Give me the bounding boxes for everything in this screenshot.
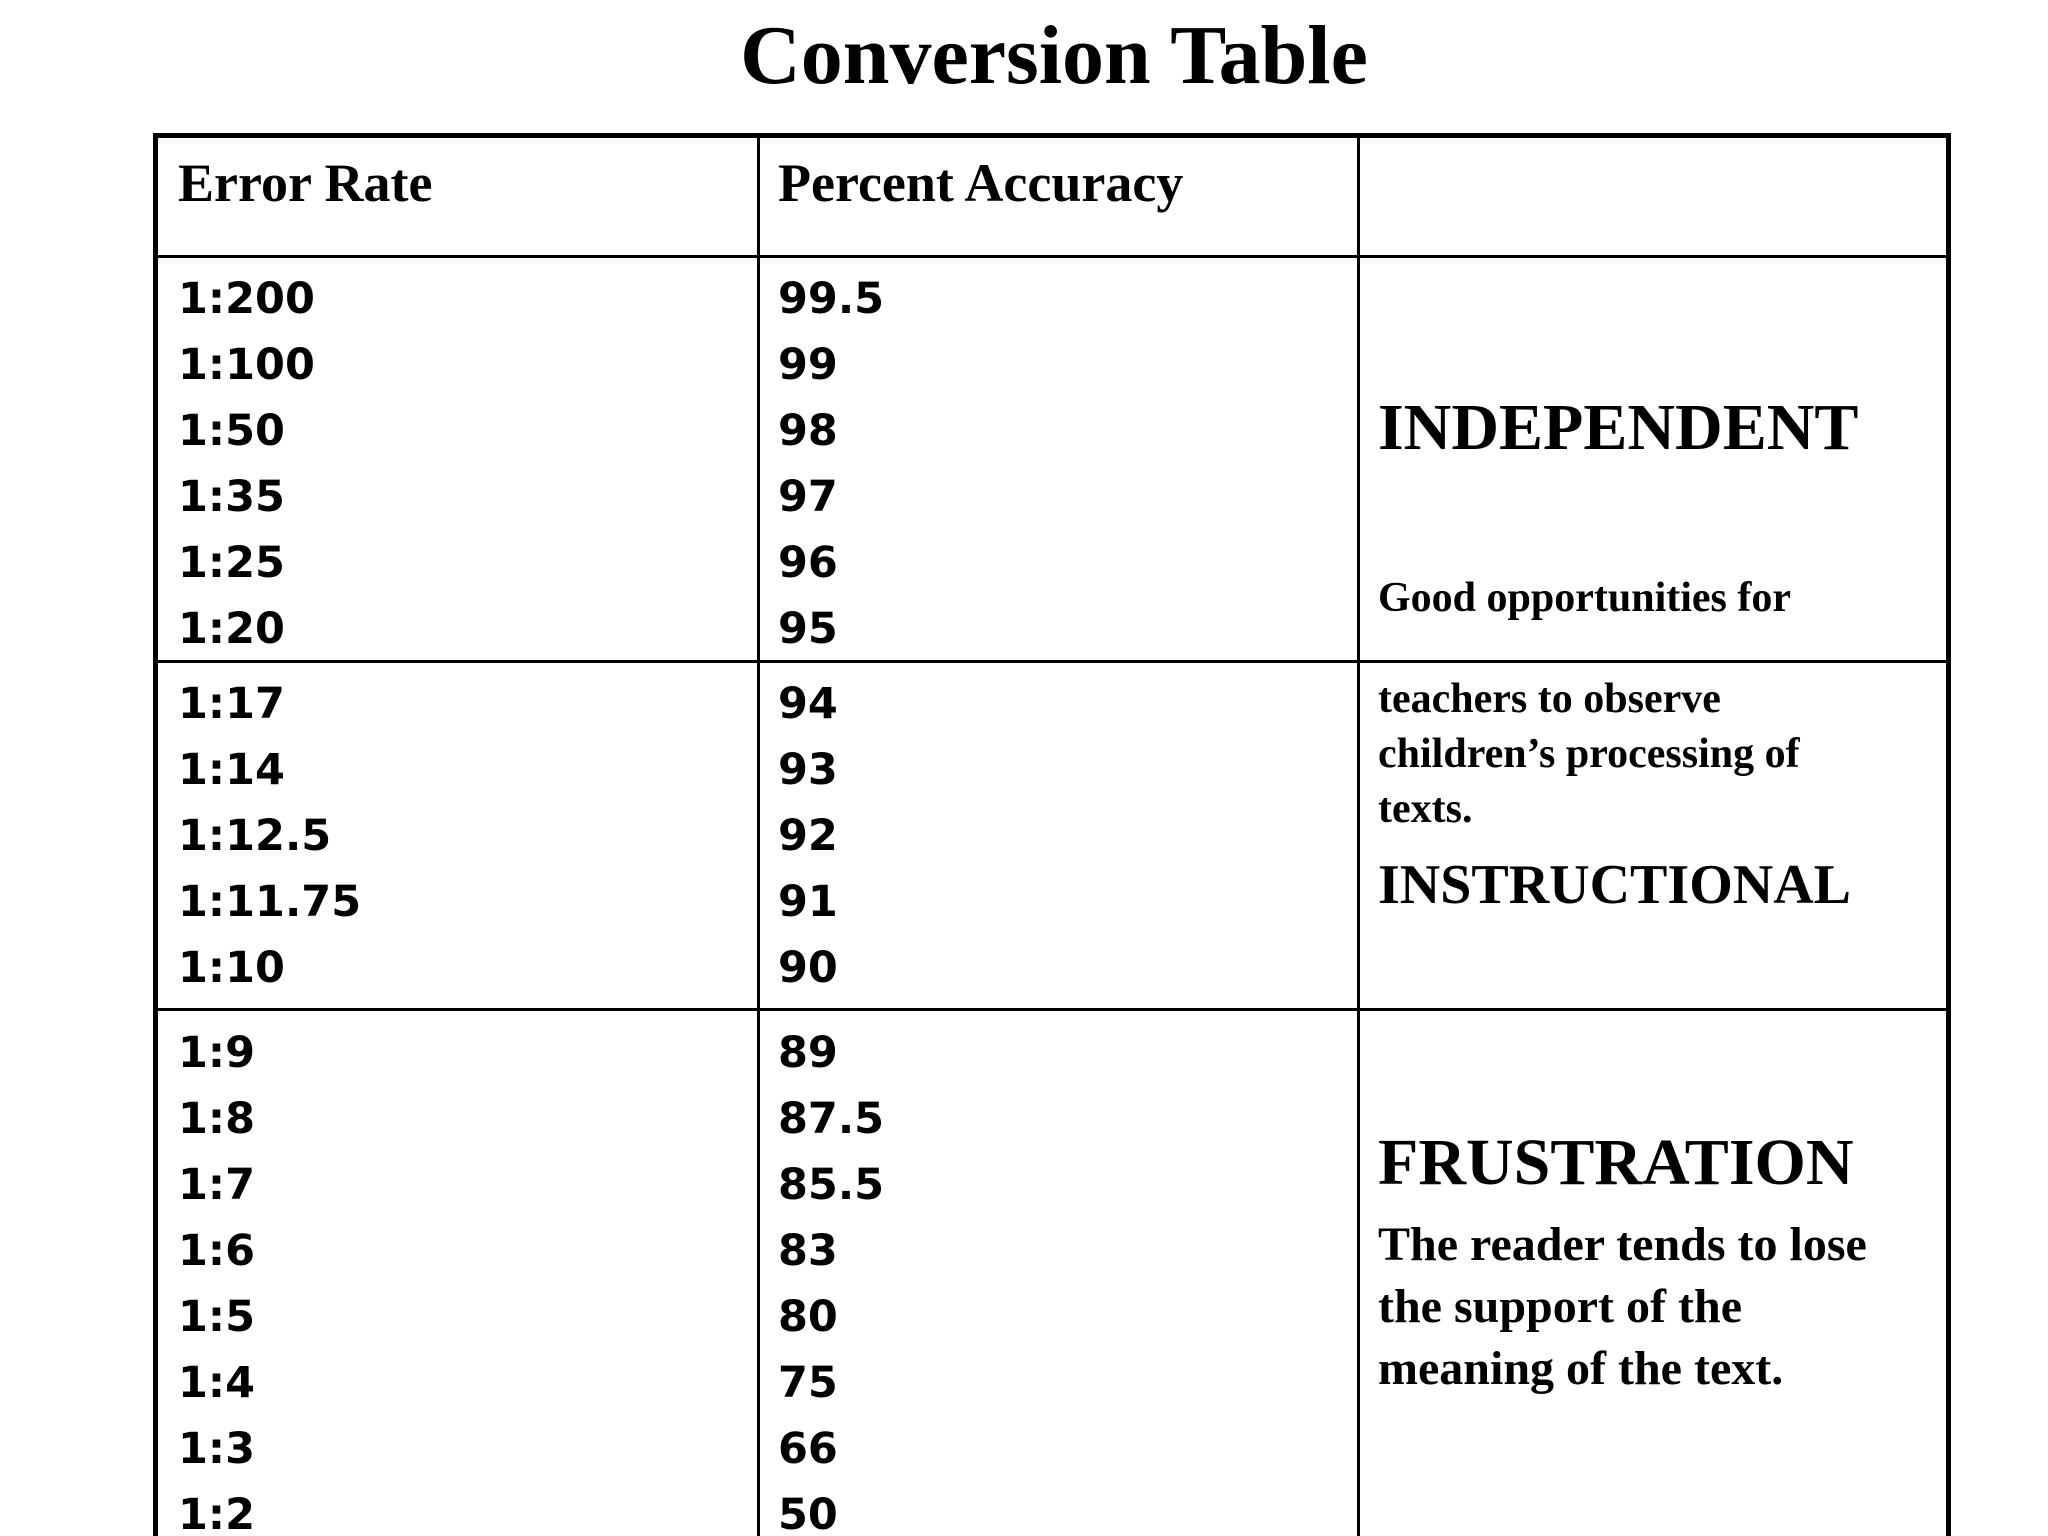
error-rate-cell: 1:8 bbox=[178, 1094, 256, 1144]
accuracy-cell: 89 bbox=[778, 1028, 838, 1078]
error-rate-list-frustration bbox=[178, 1020, 255, 1536]
column-divider bbox=[757, 138, 760, 1536]
row-divider bbox=[158, 1008, 1946, 1011]
note-line: teachers to observe bbox=[1378, 676, 1721, 722]
accuracy-cell: 93 bbox=[778, 745, 838, 795]
error-rate-cell: 1:25 bbox=[178, 538, 285, 588]
error-rate-cell: 1:7 bbox=[178, 1160, 256, 1210]
error-rate-list-instructional bbox=[178, 671, 361, 1001]
error-rate-cell: 1:6 bbox=[178, 1226, 256, 1276]
error-rate-cell: 1:50 bbox=[178, 406, 285, 456]
accuracy-cell: 85.5 bbox=[778, 1160, 885, 1210]
accuracy-cell: 66 bbox=[778, 1424, 838, 1474]
note-line: texts. bbox=[1378, 786, 1473, 832]
error-rate-cell: 1:100 bbox=[178, 340, 315, 390]
accuracy-cell: 83 bbox=[778, 1226, 838, 1276]
accuracy-cell: 92 bbox=[778, 811, 838, 861]
instructional-note bbox=[1378, 672, 1800, 837]
error-rate-cell: 1:3 bbox=[178, 1424, 256, 1474]
accuracy-cell: 94 bbox=[778, 679, 838, 729]
accuracy-list-instructional bbox=[778, 671, 838, 1001]
error-rate-cell: 1:12.5 bbox=[178, 811, 332, 861]
column-divider bbox=[1357, 138, 1360, 1536]
level-independent: INDEPENDENT bbox=[1378, 391, 1859, 464]
accuracy-cell: 90 bbox=[778, 943, 838, 993]
error-rate-cell: 1:2 bbox=[178, 1490, 256, 1536]
error-rate-cell: 1:14 bbox=[178, 745, 285, 795]
row-divider bbox=[158, 660, 1946, 663]
accuracy-cell: 87.5 bbox=[778, 1094, 885, 1144]
header-percent-accuracy: Percent Accuracy bbox=[778, 153, 1184, 213]
level-instructional: INSTRUCTIONAL bbox=[1378, 854, 1851, 916]
error-rate-cell: 1:11.75 bbox=[178, 877, 362, 927]
accuracy-cell: 97 bbox=[778, 472, 838, 522]
accuracy-list-frustration bbox=[778, 1020, 884, 1536]
accuracy-cell: 80 bbox=[778, 1292, 838, 1342]
accuracy-cell: 96 bbox=[778, 538, 838, 588]
accuracy-cell: 99.5 bbox=[778, 274, 885, 324]
header-error-rate: Error Rate bbox=[178, 153, 433, 213]
frustration-note bbox=[1378, 1214, 1867, 1400]
accuracy-cell: 95 bbox=[778, 604, 838, 654]
accuracy-cell: 75 bbox=[778, 1358, 838, 1408]
error-rate-list-independent bbox=[178, 266, 315, 662]
error-rate-cell: 1:17 bbox=[178, 679, 285, 729]
error-rate-cell: 1:9 bbox=[178, 1028, 256, 1078]
note-line: The reader tends to lose bbox=[1378, 1218, 1867, 1271]
error-rate-cell: 1:200 bbox=[178, 274, 315, 324]
error-rate-cell: 1:10 bbox=[178, 943, 285, 993]
page-title: Conversion Table bbox=[740, 9, 1368, 102]
error-rate-cell: 1:5 bbox=[178, 1292, 256, 1342]
note-line: children’s processing of bbox=[1378, 731, 1800, 777]
level-frustration: FRUSTRATION bbox=[1378, 1126, 1854, 1199]
accuracy-cell: 98 bbox=[778, 406, 838, 456]
error-rate-cell: 1:20 bbox=[178, 604, 285, 654]
note-line: meaning of the text. bbox=[1378, 1342, 1784, 1395]
accuracy-cell: 50 bbox=[778, 1490, 838, 1536]
accuracy-cell: 99 bbox=[778, 340, 838, 390]
note-line: the support of the bbox=[1378, 1280, 1743, 1333]
error-rate-cell: 1:4 bbox=[178, 1358, 256, 1408]
independent-note: Good opportunities for bbox=[1378, 575, 1792, 621]
row-divider bbox=[158, 255, 1946, 258]
accuracy-cell: 91 bbox=[778, 877, 838, 927]
accuracy-list-independent bbox=[778, 266, 884, 662]
conversion-table bbox=[153, 133, 1951, 1536]
error-rate-cell: 1:35 bbox=[178, 472, 285, 522]
